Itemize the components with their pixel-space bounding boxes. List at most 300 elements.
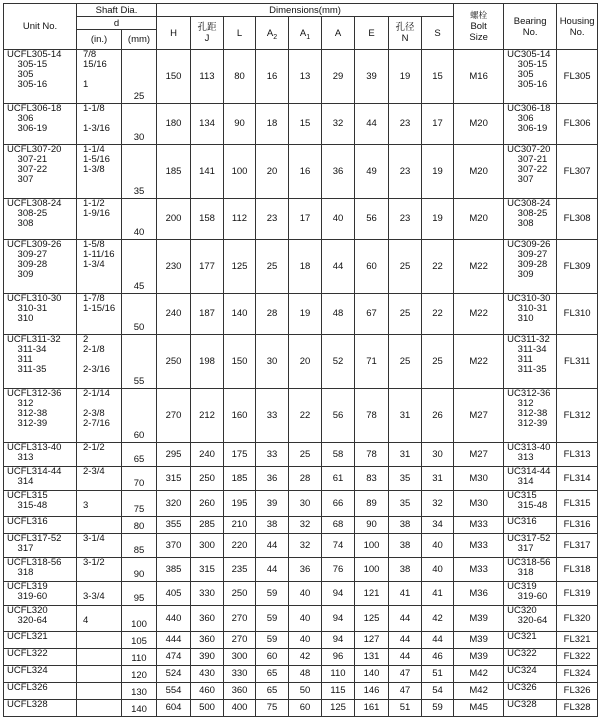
- cell-l: 175: [224, 443, 256, 467]
- cell-inch: 2-1/2: [77, 443, 122, 467]
- cell-bearing: UC324: [504, 666, 557, 683]
- mm-value: 140: [131, 704, 147, 715]
- cell-a1: 15: [289, 104, 322, 145]
- cell-bearing: UC309-26 309-27 309-28 309: [504, 240, 557, 294]
- cell-l: 330: [224, 666, 256, 683]
- mm-value: 90: [133, 569, 145, 580]
- cell-h: 180: [157, 104, 191, 145]
- cell-j: 212: [191, 389, 224, 443]
- header-A1-label: A: [299, 27, 307, 39]
- cell-housing: FL310: [557, 294, 598, 335]
- cell-e: 78: [355, 389, 389, 443]
- cell-inch: 1-7/8 1-15/16: [77, 294, 122, 335]
- cell-inch: 3: [77, 491, 122, 517]
- cell-inch: [77, 666, 122, 683]
- cell-e: 125: [355, 606, 389, 632]
- header-J-cn: 孔距: [197, 22, 217, 33]
- cell-a: 61: [322, 467, 355, 491]
- cell-mm: [122, 145, 157, 199]
- mm-value: 130: [131, 687, 147, 698]
- cell-s: 41: [422, 582, 454, 606]
- cell-a2: 33: [256, 443, 289, 467]
- cell-housing: FL328: [557, 700, 598, 717]
- cell-a1: 50: [289, 683, 322, 700]
- mm-value: 95: [133, 593, 145, 604]
- cell-inch: [77, 632, 122, 649]
- cell-e: 161: [355, 700, 389, 717]
- cell-mm: [122, 199, 157, 240]
- cell-a2: 39: [256, 491, 289, 517]
- cell-a1: 32: [289, 517, 322, 534]
- cell-h: 370: [157, 534, 191, 558]
- cell-housing: FL314: [557, 467, 598, 491]
- cell-h: 405: [157, 582, 191, 606]
- cell-housing: FL312: [557, 389, 598, 443]
- header-bearing: Bearing: [513, 15, 547, 27]
- cell-j: 250: [191, 467, 224, 491]
- cell-housing: FL315: [557, 491, 598, 517]
- cell-a2: 16: [256, 50, 289, 104]
- cell-inch: 1-1/2 1-9/16: [77, 199, 122, 240]
- cell-a: 66: [322, 491, 355, 517]
- cell-unit: UCFL318-56 318: [4, 558, 77, 582]
- header-A1: [289, 17, 322, 50]
- cell-bearing: UC318-56 318: [504, 558, 557, 582]
- table-row: [4, 632, 598, 649]
- cell-mm: [122, 294, 157, 335]
- cell-a: 94: [322, 632, 355, 649]
- header-E: E: [355, 17, 389, 50]
- cell-l: 140: [224, 294, 256, 335]
- cell-h: 315: [157, 467, 191, 491]
- table-row: [4, 558, 598, 582]
- cell-a1: 19: [289, 294, 322, 335]
- cell-a1: 18: [289, 240, 322, 294]
- cell-s: 19: [422, 145, 454, 199]
- cell-e: 131: [355, 649, 389, 666]
- cell-e: 127: [355, 632, 389, 649]
- cell-inch: [77, 649, 122, 666]
- header-mm: (mm): [122, 30, 157, 50]
- cell-unit: UCFL311-32 311-34 311 311-35: [4, 335, 77, 389]
- cell-j: 360: [191, 632, 224, 649]
- cell-h: 474: [157, 649, 191, 666]
- cell-h: 200: [157, 199, 191, 240]
- mm-value: 30: [133, 132, 145, 143]
- cell-h: 270: [157, 389, 191, 443]
- cell-inch: 2-1/14 2-3/8 2-7/16: [77, 389, 122, 443]
- cell-bearing: UC315 315-48: [504, 491, 557, 517]
- cell-h: 230: [157, 240, 191, 294]
- cell-j: 141: [191, 145, 224, 199]
- cell-unit: UCFL307-20 307-21 307-22 307: [4, 145, 77, 199]
- cell-inch: 2 2-1/8 2-3/16: [77, 335, 122, 389]
- cell-mm: [122, 558, 157, 582]
- cell-mm: [122, 517, 157, 534]
- cell-h: 385: [157, 558, 191, 582]
- cell-housing: FL311: [557, 335, 598, 389]
- cell-a: 29: [322, 50, 355, 104]
- cell-inch: 1-1/8 1-3/16: [77, 104, 122, 145]
- cell-bolt: M39: [454, 606, 504, 632]
- cell-s: 51: [422, 666, 454, 683]
- cell-a2: 44: [256, 534, 289, 558]
- cell-a2: 65: [256, 666, 289, 683]
- cell-s: 22: [422, 240, 454, 294]
- cell-l: 250: [224, 582, 256, 606]
- table-row: [4, 666, 598, 683]
- cell-bolt: M30: [454, 491, 504, 517]
- cell-housing: FL317: [557, 534, 598, 558]
- header-N: [389, 17, 422, 50]
- cell-bolt: M22: [454, 240, 504, 294]
- cell-j: 360: [191, 606, 224, 632]
- cell-s: 59: [422, 700, 454, 717]
- cell-j: 390: [191, 649, 224, 666]
- cell-n: 23: [389, 104, 422, 145]
- cell-housing: FL306: [557, 104, 598, 145]
- cell-a: 68: [322, 517, 355, 534]
- cell-j: 177: [191, 240, 224, 294]
- cell-h: 240: [157, 294, 191, 335]
- cell-mm: [122, 534, 157, 558]
- cell-e: 140: [355, 666, 389, 683]
- cell-l: 210: [224, 517, 256, 534]
- cell-l: 360: [224, 683, 256, 700]
- cell-mm: [122, 700, 157, 717]
- cell-bearing: UC326: [504, 683, 557, 700]
- table-row: [4, 491, 598, 517]
- header-H: H: [157, 17, 191, 50]
- header-bolt: Bolt: [470, 21, 487, 32]
- cell-mm: [122, 443, 157, 467]
- cell-e: 44: [355, 104, 389, 145]
- header-shaft-dia: Shaft Dia.: [77, 4, 157, 17]
- cell-a1: 13: [289, 50, 322, 104]
- cell-mm: [122, 240, 157, 294]
- cell-n: 38: [389, 558, 422, 582]
- cell-h: 524: [157, 666, 191, 683]
- cell-a1: 60: [289, 700, 322, 717]
- table-row: [4, 700, 598, 717]
- cell-n: 47: [389, 666, 422, 683]
- cell-bolt: M22: [454, 335, 504, 389]
- cell-a2: 33: [256, 389, 289, 443]
- cell-s: 25: [422, 335, 454, 389]
- header-shaft-d: d: [77, 17, 157, 30]
- cell-h: 250: [157, 335, 191, 389]
- cell-bearing: UC311-32 311-34 311 311-35: [504, 335, 557, 389]
- cell-bolt: M16: [454, 50, 504, 104]
- cell-bearing: UC305-14 305-15 305 305-16: [504, 50, 557, 104]
- cell-bearing: UC317-52 317: [504, 534, 557, 558]
- cell-s: 15: [422, 50, 454, 104]
- cell-h: 150: [157, 50, 191, 104]
- cell-bearing: UC307-20 307-21 307-22 307: [504, 145, 557, 199]
- mm-value: 60: [133, 430, 145, 441]
- cell-bolt: M33: [454, 558, 504, 582]
- cell-l: 235: [224, 558, 256, 582]
- cell-unit: UCFL321: [4, 632, 77, 649]
- cell-unit: UCFL315 315-48: [4, 491, 77, 517]
- header-unit-no: Unit No.: [4, 4, 77, 50]
- cell-housing: FL326: [557, 683, 598, 700]
- cell-bearing: UC314-44 314: [504, 467, 557, 491]
- table-row: [4, 683, 598, 700]
- cell-e: 121: [355, 582, 389, 606]
- cell-a: 96: [322, 649, 355, 666]
- header-bolt-size-label: Size: [469, 32, 488, 43]
- cell-e: 90: [355, 517, 389, 534]
- cell-a2: 28: [256, 294, 289, 335]
- header-L: L: [224, 17, 256, 50]
- cell-a1: 20: [289, 335, 322, 389]
- cell-a: 52: [322, 335, 355, 389]
- cell-j: 500: [191, 700, 224, 717]
- cell-j: 113: [191, 50, 224, 104]
- cell-unit: UCFL322: [4, 649, 77, 666]
- cell-s: 32: [422, 491, 454, 517]
- mm-value: 110: [131, 653, 147, 664]
- cell-housing: FL322: [557, 649, 598, 666]
- cell-a2: 75: [256, 700, 289, 717]
- header-housing-no: [557, 4, 598, 50]
- cell-mm: [122, 606, 157, 632]
- cell-bolt: M39: [454, 632, 504, 649]
- cell-a1: 42: [289, 649, 322, 666]
- cell-s: 44: [422, 632, 454, 649]
- cell-e: 39: [355, 50, 389, 104]
- cell-bearing: UC320 320-64: [504, 606, 557, 632]
- cell-bolt: M22: [454, 294, 504, 335]
- table-row: [4, 104, 598, 145]
- table-row: [4, 467, 598, 491]
- cell-s: 54: [422, 683, 454, 700]
- table-row: [4, 199, 598, 240]
- cell-e: 56: [355, 199, 389, 240]
- cell-unit: UCFL320 320-64: [4, 606, 77, 632]
- cell-j: 460: [191, 683, 224, 700]
- cell-bolt: M20: [454, 145, 504, 199]
- cell-s: 40: [422, 534, 454, 558]
- cell-inch: 3-1/4: [77, 534, 122, 558]
- cell-j: 134: [191, 104, 224, 145]
- cell-mm: [122, 389, 157, 443]
- mm-value: 70: [133, 478, 145, 489]
- mm-value: 45: [133, 281, 145, 292]
- cell-inch: 4: [77, 606, 122, 632]
- cell-housing: FL313: [557, 443, 598, 467]
- cell-n: 19: [389, 50, 422, 104]
- cell-l: 125: [224, 240, 256, 294]
- cell-a: 36: [322, 145, 355, 199]
- cell-j: 315: [191, 558, 224, 582]
- spec-table-container: [3, 3, 598, 717]
- cell-j: 330: [191, 582, 224, 606]
- cell-a2: 59: [256, 606, 289, 632]
- cell-n: 25: [389, 240, 422, 294]
- cell-housing: FL324: [557, 666, 598, 683]
- cell-a2: 38: [256, 517, 289, 534]
- cell-bearing: UC312-36 312 312-38 312-39: [504, 389, 557, 443]
- cell-s: 31: [422, 467, 454, 491]
- cell-housing: FL308: [557, 199, 598, 240]
- table-row: [4, 240, 598, 294]
- cell-unit: UCFL317-52 317: [4, 534, 77, 558]
- cell-l: 150: [224, 335, 256, 389]
- cell-l: 300: [224, 649, 256, 666]
- cell-a2: 44: [256, 558, 289, 582]
- cell-housing: FL305: [557, 50, 598, 104]
- cell-bolt: M33: [454, 517, 504, 534]
- cell-mm: [122, 50, 157, 104]
- cell-bolt: M20: [454, 104, 504, 145]
- cell-e: 67: [355, 294, 389, 335]
- table-row: [4, 517, 598, 534]
- cell-l: 270: [224, 606, 256, 632]
- cell-n: 23: [389, 145, 422, 199]
- cell-h: 295: [157, 443, 191, 467]
- cell-housing: FL320: [557, 606, 598, 632]
- table-row: [4, 335, 598, 389]
- cell-s: 22: [422, 294, 454, 335]
- header-A: A: [322, 17, 355, 50]
- cell-n: 31: [389, 389, 422, 443]
- cell-bearing: UC313-40 313: [504, 443, 557, 467]
- mm-value: 40: [133, 227, 145, 238]
- cell-a1: 30: [289, 491, 322, 517]
- cell-bearing: UC322: [504, 649, 557, 666]
- cell-a1: 17: [289, 199, 322, 240]
- cell-a: 125: [322, 700, 355, 717]
- cell-e: 60: [355, 240, 389, 294]
- cell-a2: 59: [256, 632, 289, 649]
- cell-a: 44: [322, 240, 355, 294]
- cell-n: 38: [389, 517, 422, 534]
- cell-bearing: UC321: [504, 632, 557, 649]
- table-row: [4, 582, 598, 606]
- cell-a: 115: [322, 683, 355, 700]
- cell-s: 42: [422, 606, 454, 632]
- cell-n: 31: [389, 443, 422, 467]
- cell-a1: 32: [289, 534, 322, 558]
- cell-mm: [122, 666, 157, 683]
- cell-l: 80: [224, 50, 256, 104]
- cell-inch: 7/8 15/16 1: [77, 50, 122, 104]
- cell-n: 41: [389, 582, 422, 606]
- cell-unit: UCFL314-44 314: [4, 467, 77, 491]
- cell-e: 89: [355, 491, 389, 517]
- cell-a: 48: [322, 294, 355, 335]
- cell-inch: 3-1/2: [77, 558, 122, 582]
- cell-mm: [122, 491, 157, 517]
- cell-inch: [77, 683, 122, 700]
- cell-l: 270: [224, 632, 256, 649]
- table-row: [4, 534, 598, 558]
- table-row: [4, 50, 598, 104]
- header-bearing-no: [504, 4, 557, 50]
- cell-n: 25: [389, 294, 422, 335]
- table-row: [4, 606, 598, 632]
- cell-j: 187: [191, 294, 224, 335]
- cell-s: 30: [422, 443, 454, 467]
- cell-unit: UCFL316: [4, 517, 77, 534]
- cell-a: 40: [322, 199, 355, 240]
- cell-l: 90: [224, 104, 256, 145]
- cell-mm: [122, 582, 157, 606]
- cell-s: 34: [422, 517, 454, 534]
- cell-a2: 18: [256, 104, 289, 145]
- cell-a2: 30: [256, 335, 289, 389]
- cell-j: 300: [191, 534, 224, 558]
- cell-l: 112: [224, 199, 256, 240]
- table-row: [4, 145, 598, 199]
- header-A2: [256, 17, 289, 50]
- cell-a2: 20: [256, 145, 289, 199]
- cell-unit: UCFL308-24 308-25 308: [4, 199, 77, 240]
- mm-value: 120: [131, 670, 147, 681]
- cell-h: 604: [157, 700, 191, 717]
- header-housing-no-label: No.: [569, 26, 585, 38]
- cell-e: 100: [355, 558, 389, 582]
- cell-n: 44: [389, 606, 422, 632]
- header-dimensions: Dimensions(mm): [157, 4, 454, 17]
- cell-j: 158: [191, 199, 224, 240]
- cell-h: 554: [157, 683, 191, 700]
- header-N-cn: 孔径: [395, 22, 415, 33]
- cell-s: 19: [422, 199, 454, 240]
- cell-mm: [122, 335, 157, 389]
- header-A1-sub: 1: [306, 33, 311, 41]
- cell-e: 146: [355, 683, 389, 700]
- cell-h: 185: [157, 145, 191, 199]
- cell-l: 185: [224, 467, 256, 491]
- header-bolt-size: [454, 4, 504, 50]
- table-row: [4, 389, 598, 443]
- mm-value: 80: [133, 521, 145, 532]
- cell-unit: UCFL305-14 305-15 305 305-16: [4, 50, 77, 104]
- cell-s: 26: [422, 389, 454, 443]
- cell-bolt: M27: [454, 443, 504, 467]
- cell-inch: [77, 700, 122, 717]
- cell-mm: [122, 467, 157, 491]
- cell-n: 44: [389, 649, 422, 666]
- cell-j: 285: [191, 517, 224, 534]
- cell-a: 56: [322, 389, 355, 443]
- mm-value: 75: [133, 504, 145, 515]
- mm-value: 55: [133, 376, 145, 387]
- cell-n: 23: [389, 199, 422, 240]
- cell-a: 76: [322, 558, 355, 582]
- cell-housing: FL321: [557, 632, 598, 649]
- cell-mm: [122, 649, 157, 666]
- cell-bolt: M39: [454, 649, 504, 666]
- cell-bolt: M36: [454, 582, 504, 606]
- cell-s: 40: [422, 558, 454, 582]
- cell-bolt: M33: [454, 534, 504, 558]
- cell-bolt: M20: [454, 199, 504, 240]
- header-bearing-no-label: No.: [522, 26, 538, 38]
- mm-value: 105: [131, 636, 147, 647]
- mm-value: 50: [133, 322, 145, 333]
- header-J: [191, 17, 224, 50]
- cell-housing: FL318: [557, 558, 598, 582]
- cell-unit: UCFL312-36 312 312-38 312-39: [4, 389, 77, 443]
- cell-a2: 25: [256, 240, 289, 294]
- cell-n: 35: [389, 491, 422, 517]
- cell-a1: 40: [289, 582, 322, 606]
- cell-a1: 40: [289, 606, 322, 632]
